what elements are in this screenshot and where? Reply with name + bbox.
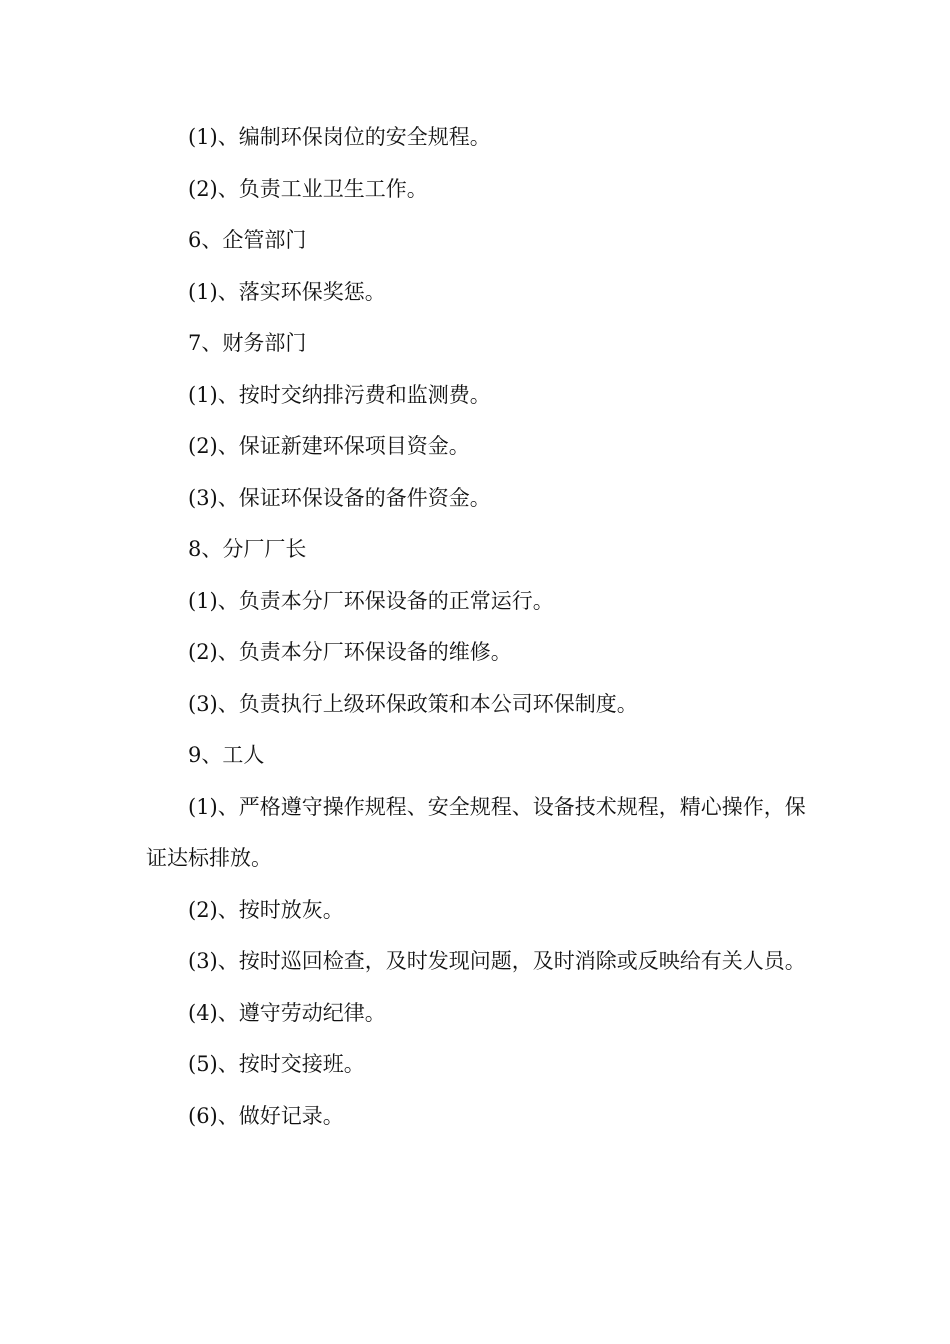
paragraph: (2)、负责工业卫生工作。 (188, 176, 428, 201)
paragraph: (1)、负责本分厂环保设备的正常运行。 (188, 588, 554, 613)
paragraph: (4)、遵守劳动纪律。 (188, 1000, 386, 1025)
paragraph: (1)、严格遵守操作规程、安全规程、设备技术规程，精心操作，保证达标排放。 (146, 794, 806, 870)
paragraph: (2)、负责本分厂环保设备的维修。 (188, 640, 512, 664)
document-body (146, 112, 806, 1142)
paragraph: (2)、按时放灰。 (188, 897, 344, 922)
paragraph: (1)、编制环保岗位的安全规程。 (188, 125, 491, 149)
paragraph: (3)、按时巡回检查，及时发现问题，及时消除或反映给有关人员。 (188, 949, 806, 973)
paragraph: (1)、落实环保奖惩。 (188, 279, 386, 304)
section-heading: 9、工人 (188, 743, 265, 767)
paragraph: (1)、按时交纳排污费和监测费。 (188, 382, 491, 407)
paragraph: (2)、保证新建环保项目资金。 (188, 434, 470, 458)
section-heading: 7、财务部门 (188, 331, 307, 355)
section-heading: 6、企管部门 (188, 228, 307, 252)
paragraph: (6)、做好记录。 (188, 1103, 344, 1128)
paragraph: (5)、按时交接班。 (188, 1052, 365, 1076)
section-heading: 8、分厂厂长 (188, 537, 307, 561)
paragraph: (3)、保证环保设备的备件资金。 (188, 485, 491, 510)
paragraph: (3)、负责执行上级环保政策和本公司环保制度。 (188, 691, 638, 716)
